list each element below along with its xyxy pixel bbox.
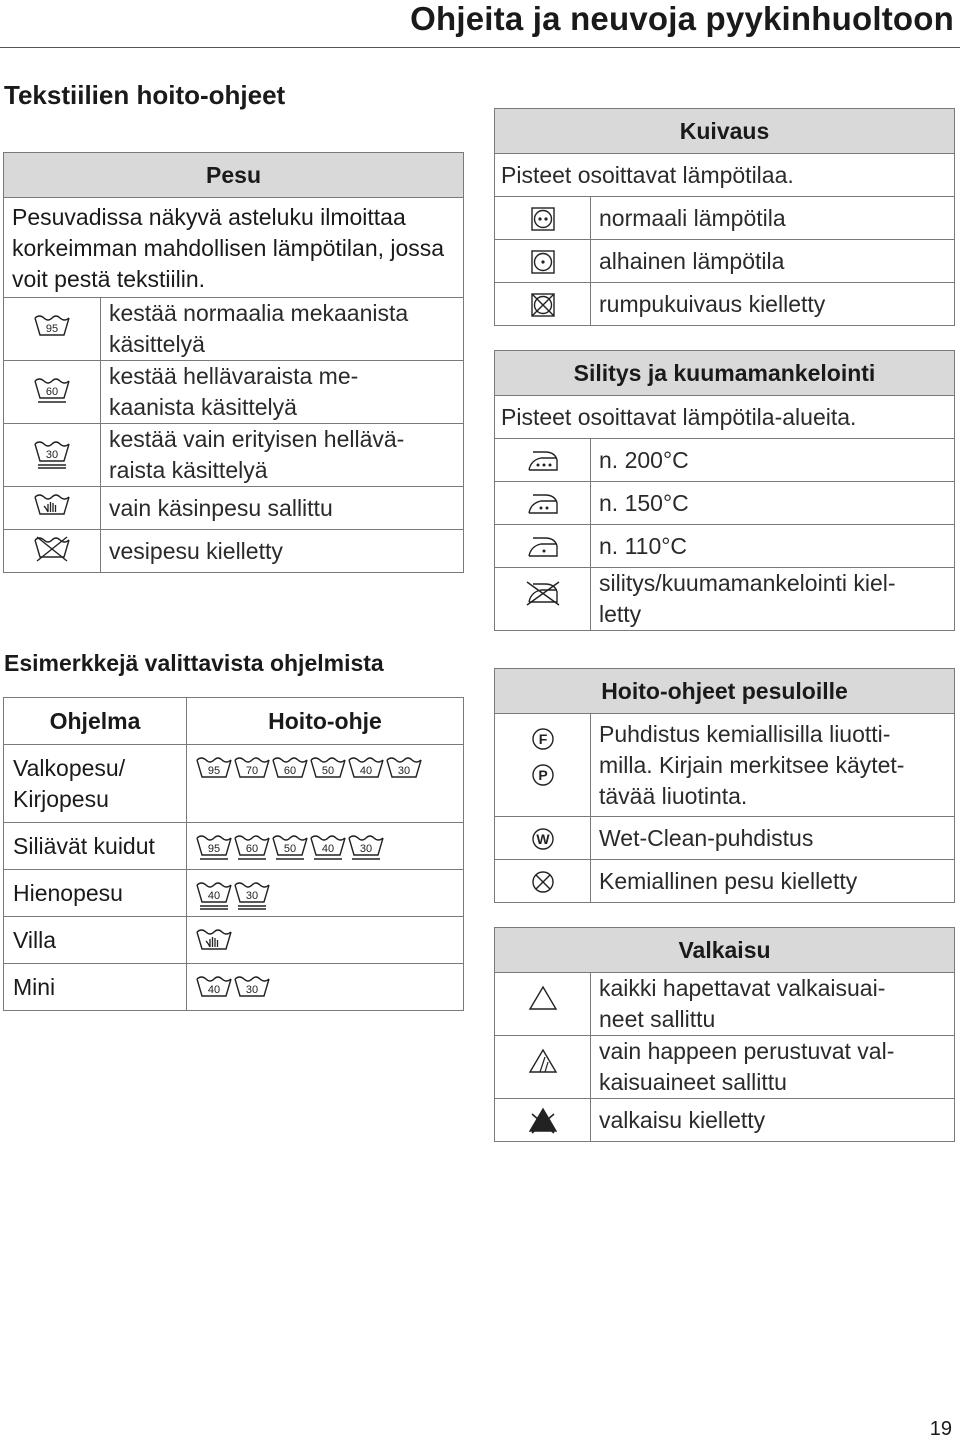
svg-text:30: 30 <box>359 843 373 855</box>
drying-text: normaali lämpötila <box>591 197 955 240</box>
iron-1-dot-icon <box>495 525 591 568</box>
do-not-dry-clean-icon <box>495 860 591 903</box>
svg-text:30: 30 <box>245 890 259 902</box>
wash-95-icon <box>4 298 101 361</box>
header-divider <box>0 47 960 48</box>
wash-30-very-gentle-icon <box>4 424 101 487</box>
svg-text:30: 30 <box>245 984 259 996</box>
drying-text: alhainen lämpötila <box>591 240 955 283</box>
program-name: Kirjopesu <box>13 785 109 812</box>
hand-wash-icon <box>4 487 101 530</box>
ironing-text: letty <box>599 601 642 627</box>
bleaching-text: vain happeen perustuvat val- <box>599 1038 895 1064</box>
bleaching-text: valkaisu kielletty <box>591 1099 955 1142</box>
washing-intro: Pesuvadissa näkyvä asteluku ilmoittaa korkeimman mahdollisen lämpötilan, jossa voit pestä tekstiilin. <box>4 198 464 298</box>
professional-care-text: Puhdistus kemiallisilla liuotti- <box>599 720 891 747</box>
washing-text-line: vain käsinpesu sallittu <box>101 487 464 530</box>
bleaching-text: neet sallittu <box>599 1006 716 1032</box>
examples-title: Esimerkkejä valittavista ohjelmista <box>4 650 384 676</box>
svg-text:40: 40 <box>359 765 373 777</box>
care-symbols <box>187 823 464 870</box>
drying-text: rumpukuivaus kielletty <box>591 283 955 326</box>
do-not-iron-icon <box>495 568 591 631</box>
ironing-title: Silitys ja kuumamankelointi <box>495 351 955 396</box>
tumble-dry-normal-icon <box>495 197 591 240</box>
dry-clean-solvent-icons <box>495 714 591 817</box>
svg-text:60: 60 <box>283 765 297 777</box>
svg-text:50: 50 <box>321 765 335 777</box>
program-column-header: Ohjelma <box>4 698 187 745</box>
professional-care-text: tävää liuotinta. <box>599 782 748 809</box>
professional-care-table <box>494 668 955 903</box>
care-symbols <box>187 870 464 917</box>
washing-text-line: vesipesu kielletty <box>101 530 464 573</box>
dry-clean-f-icon <box>495 724 590 752</box>
care-column-header: Hoito-ohje <box>187 698 464 745</box>
dry-clean-p-icon <box>495 760 590 788</box>
page-title: Ohjeita ja neuvoja pyykinhuoltoon <box>410 0 954 37</box>
tumble-dry-low-icon <box>495 240 591 283</box>
svg-text:30: 30 <box>397 765 411 777</box>
professional-care-text: milla. Kirjain merkitsee käytet- <box>599 751 905 778</box>
washing-title: Pesu <box>4 153 464 198</box>
drying-intro: Pisteet osoittavat lämpötilaa. <box>495 154 955 197</box>
svg-text:40: 40 <box>207 890 221 902</box>
professional-care-title: Hoito-ohjeet pesuloille <box>495 669 955 714</box>
ironing-table <box>494 350 955 631</box>
drying-title: Kuivaus <box>495 109 955 154</box>
bleach-any-icon <box>495 973 591 1036</box>
svg-text:60: 60 <box>245 843 259 855</box>
program-name: Valkopesu/ <box>13 754 126 781</box>
ironing-text: n. 150°C <box>591 482 955 525</box>
bleaching-text: kaikki hapettavat valkaisuai- <box>599 975 886 1001</box>
bleaching-text: kaisuaineet sallittu <box>599 1069 787 1095</box>
section-title: Tekstiilien hoito-ohjeet <box>4 80 286 110</box>
washing-text-line: kestää normaalia mekaanista <box>109 300 409 326</box>
page-number: 19 <box>929 1418 952 1440</box>
ironing-text: n. 200°C <box>591 439 955 482</box>
programs-table <box>3 697 464 1011</box>
washing-table <box>3 152 464 573</box>
svg-text:40: 40 <box>321 843 335 855</box>
professional-care-text: Kemiallinen pesu kielletty <box>591 860 955 903</box>
svg-text:50: 50 <box>283 843 297 855</box>
ironing-text: silitys/kuumamankelointi kiel- <box>599 570 896 596</box>
drying-table <box>494 108 955 326</box>
svg-text:60: 60 <box>45 386 59 398</box>
program-name: Siliävät kuidut <box>4 823 187 870</box>
svg-text:95: 95 <box>207 843 221 855</box>
wet-clean-w-icon <box>495 817 591 860</box>
iron-2-dots-icon <box>495 482 591 525</box>
do-not-bleach-icon <box>495 1099 591 1142</box>
bleach-oxygen-only-icon <box>495 1036 591 1099</box>
ironing-intro: Pisteet osoittavat lämpötila-alueita. <box>495 396 955 439</box>
svg-text:F: F <box>538 730 547 747</box>
svg-text:95: 95 <box>207 765 221 777</box>
ironing-text: n. 110°C <box>591 525 955 568</box>
washing-text-line: kestää vain erityisen hellävä- <box>109 426 405 452</box>
do-not-wash-icon <box>4 530 101 573</box>
washing-text-line: kaanista käsittelyä <box>109 394 297 420</box>
care-symbols <box>187 964 464 1011</box>
wash-60-gentle-icon <box>4 361 101 424</box>
care-symbols <box>187 745 464 823</box>
bleaching-title: Valkaisu <box>495 928 955 973</box>
svg-text:W: W <box>535 830 550 847</box>
svg-text:70: 70 <box>245 765 259 777</box>
svg-text:P: P <box>537 766 548 783</box>
svg-text:40: 40 <box>207 984 221 996</box>
svg-text:30: 30 <box>45 449 59 461</box>
program-name: Villa <box>4 917 187 964</box>
professional-care-text: Wet-Clean-puhdistus <box>591 817 955 860</box>
washing-text-line: käsittelyä <box>109 331 205 357</box>
program-name: Mini <box>4 964 187 1011</box>
program-name: Hienopesu <box>4 870 187 917</box>
bleaching-table <box>494 927 955 1142</box>
washing-text-line: raista käsittelyä <box>109 457 268 483</box>
washing-text-line: kestää hellävaraista me- <box>109 363 359 389</box>
do-not-tumble-dry-icon <box>495 283 591 326</box>
care-symbols <box>187 917 464 964</box>
svg-text:95: 95 <box>45 323 59 335</box>
iron-3-dots-icon <box>495 439 591 482</box>
